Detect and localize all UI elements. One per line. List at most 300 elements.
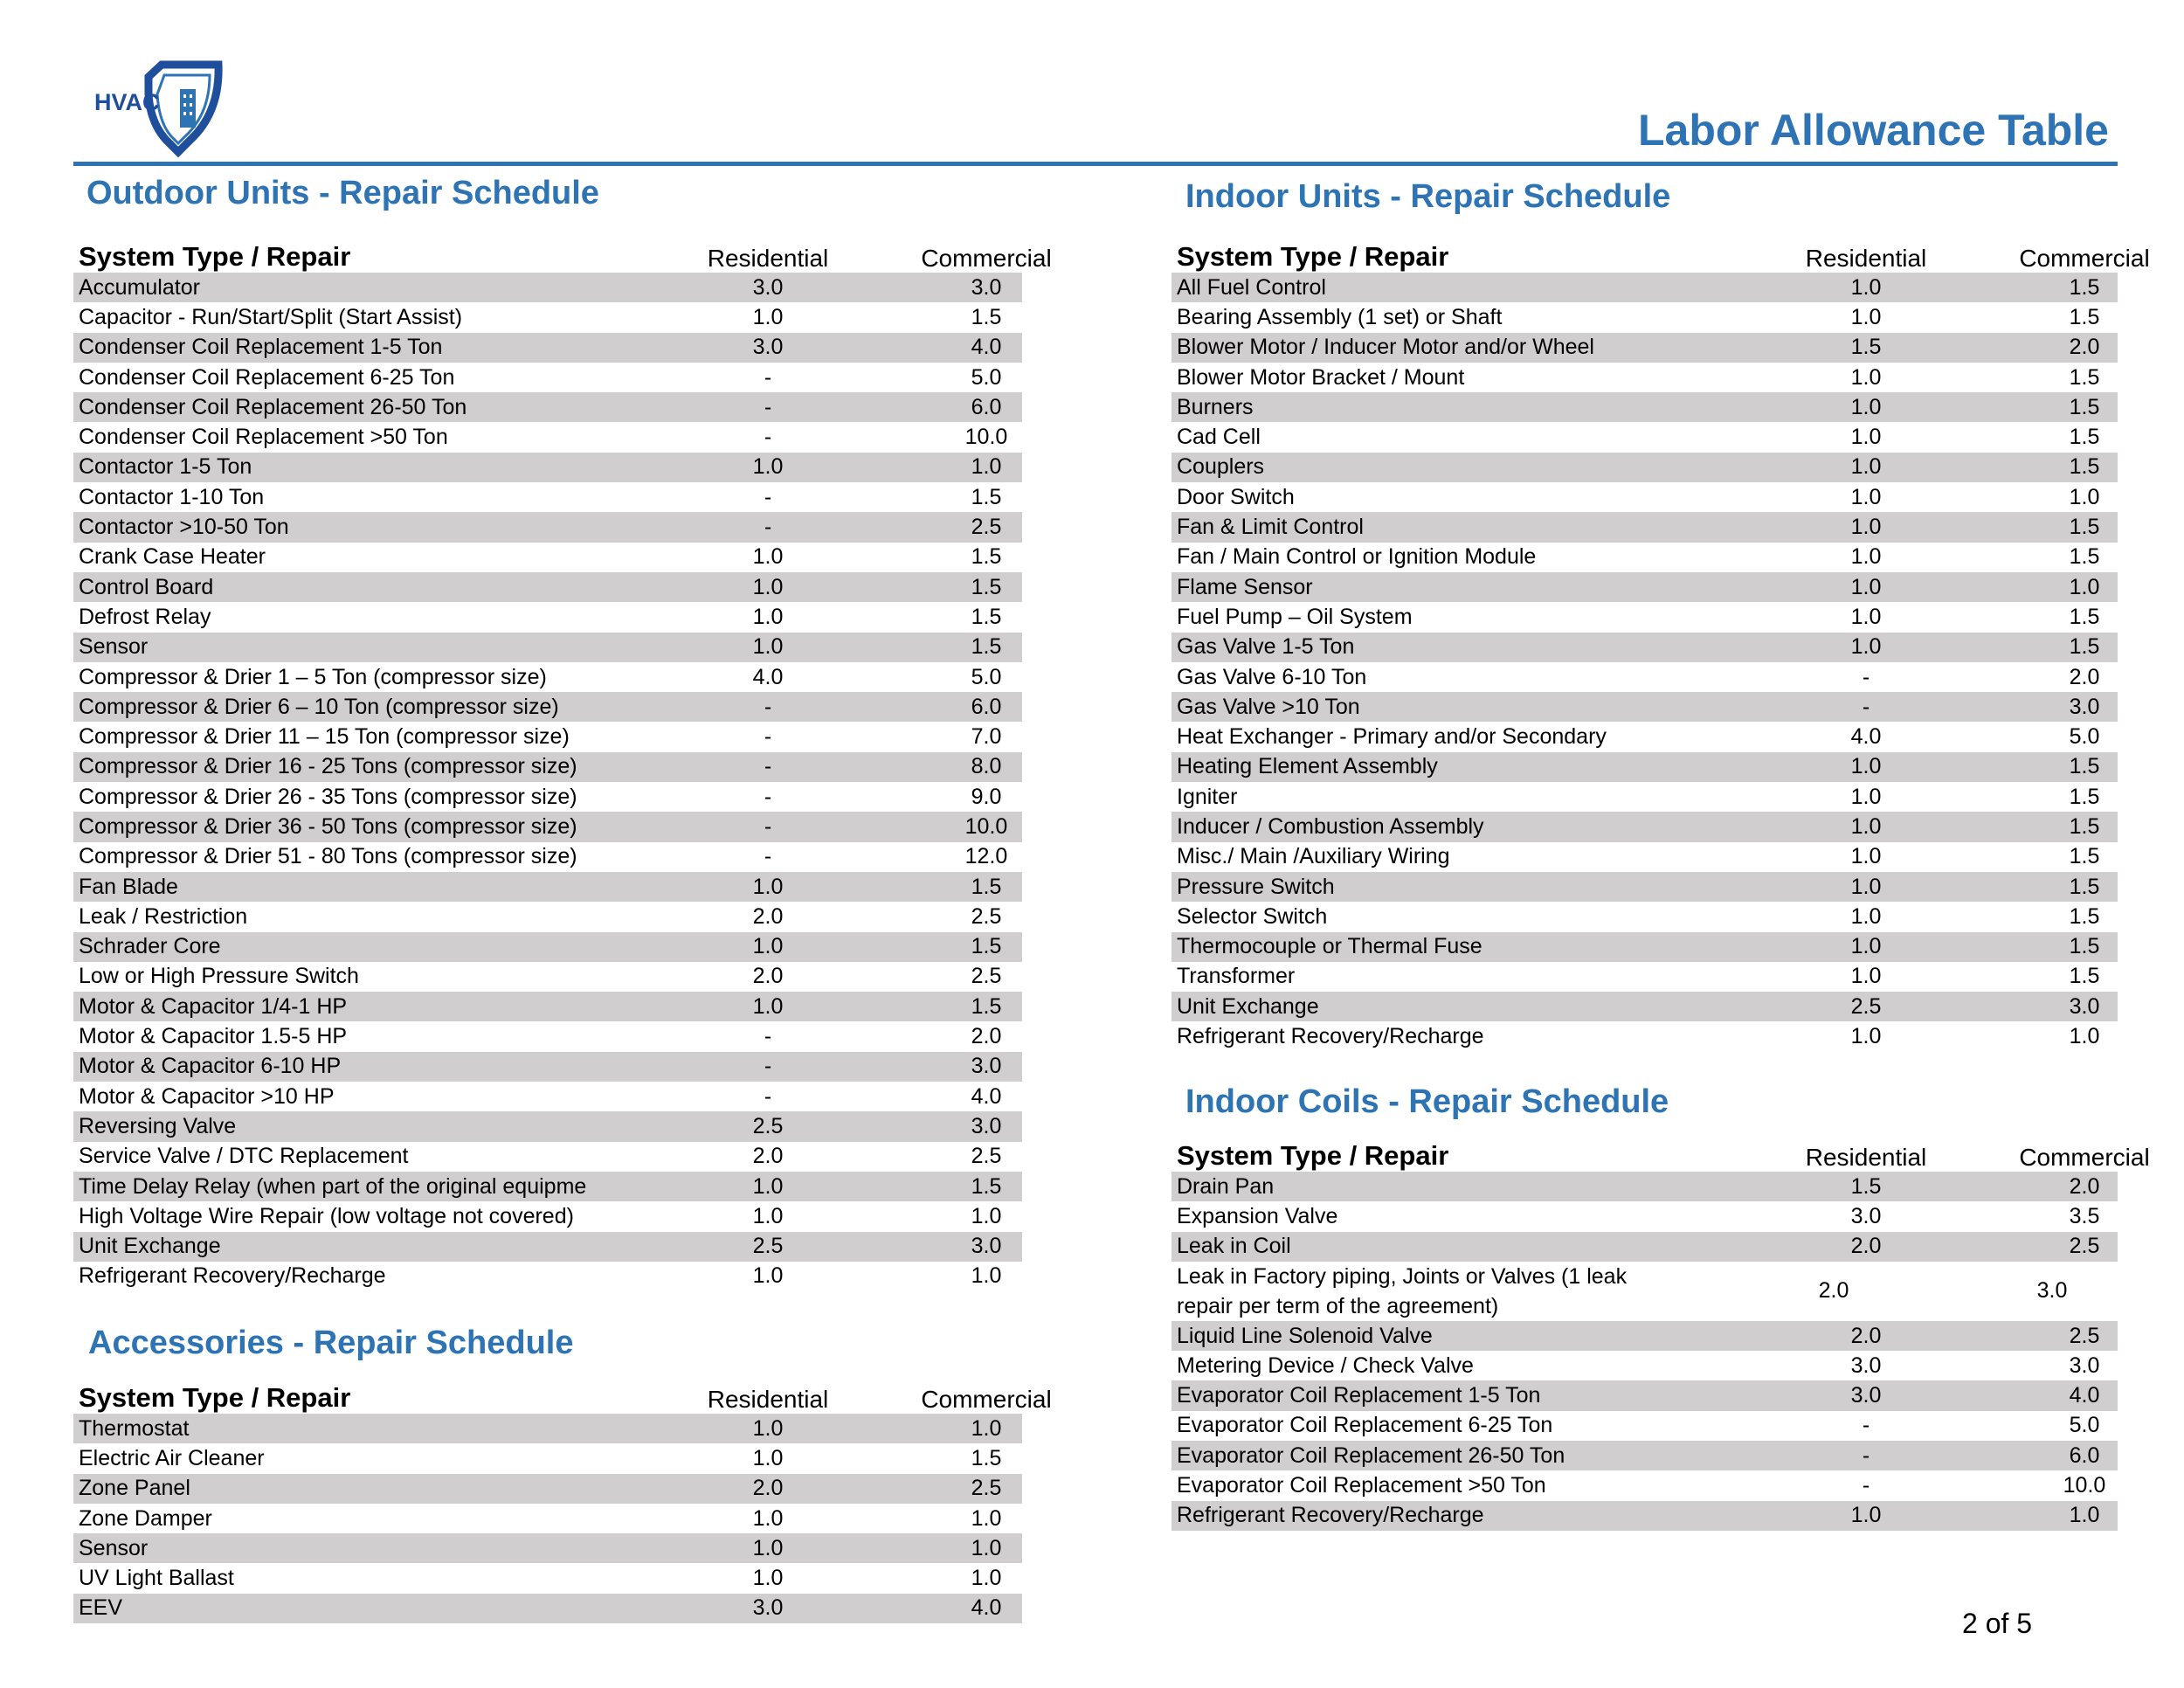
repair-name: Evaporator Coil Replacement >50 Ton [1177, 1473, 1546, 1498]
commercial-hours: 3.0 [2069, 694, 2100, 719]
table-row [73, 363, 1022, 392]
residential-hours: 1.0 [752, 1505, 784, 1531]
table-row [73, 633, 1022, 662]
commercial-hours: 6.0 [971, 694, 1002, 719]
table-row [1171, 273, 2118, 302]
commercial-hours: 1.5 [2069, 874, 2100, 899]
repair-name: Compressor & Drier 16 - 25 Tons (compressor size) [79, 754, 577, 779]
repair-name: Cad Cell [1177, 425, 1261, 450]
table-header [1171, 1131, 2150, 1172]
table-row [1171, 333, 2118, 363]
residential-hours: 1.0 [1850, 515, 1882, 540]
repair-name: Refrigerant Recovery/Recharge [1177, 1024, 1484, 1049]
residential-hours: - [1862, 694, 1870, 719]
residential-hours: 1.0 [1850, 844, 1882, 869]
residential-hours: 1.0 [752, 574, 784, 599]
residential-hours: 1.0 [1850, 454, 1882, 480]
commercial-hours: 1.5 [971, 1445, 1002, 1470]
repair-name: Compressor & Drier 6 – 10 Ton (compressor size) [79, 694, 559, 719]
table-row [73, 1262, 1022, 1291]
commercial-hours: 1.0 [2069, 574, 2100, 599]
commercial-hours: 1.0 [2069, 1024, 2100, 1049]
column-header-commercial: Commercial [921, 1386, 1052, 1413]
table-row [73, 782, 1022, 812]
residential-hours: 1.0 [752, 874, 784, 899]
commercial-hours: 1.5 [971, 934, 1002, 959]
commercial-hours: 3.0 [971, 1234, 1002, 1259]
repair-name: Contactor 1-5 Ton [79, 454, 252, 480]
residential-hours: 1.0 [1850, 274, 1882, 300]
repair-name: Evaporator Coil Replacement 26-50 Ton [1177, 1442, 1565, 1468]
header-divider [73, 162, 2118, 166]
commercial-hours: 1.5 [2069, 604, 2100, 629]
commercial-hours: 2.5 [971, 903, 1002, 929]
commercial-hours: 1.0 [971, 1535, 1002, 1560]
residential-hours: - [1862, 1442, 1870, 1468]
residential-hours: 1.0 [1850, 784, 1882, 809]
residential-hours: 1.0 [1850, 544, 1882, 570]
table-row [73, 1594, 1022, 1623]
residential-hours: - [1862, 1413, 1870, 1438]
repair-name: Sensor [79, 634, 149, 660]
table-header [1171, 232, 2150, 273]
table-row [73, 932, 1022, 962]
table-row [73, 1111, 1022, 1141]
residential-hours: 4.0 [752, 664, 784, 689]
repair-name: Motor & Capacitor 1.5-5 HP [79, 1024, 348, 1049]
commercial-hours: 3.0 [2069, 1352, 2100, 1378]
residential-hours: - [764, 394, 772, 419]
residential-hours: - [764, 515, 772, 540]
table-row [1171, 992, 2118, 1021]
repair-name: Unit Exchange [1177, 993, 1319, 1019]
residential-hours: 2.0 [752, 903, 784, 929]
table-row [73, 962, 1022, 992]
table-row [73, 692, 1022, 722]
commercial-hours: 4.0 [971, 1083, 1002, 1109]
column-header-system-type: System Type / Repair [79, 241, 351, 272]
table-row [73, 1082, 1022, 1111]
commercial-hours: 5.0 [2069, 1413, 2100, 1438]
repair-name: Pressure Switch [1177, 874, 1335, 899]
repair-name: Service Valve / DTC Replacement [79, 1144, 409, 1169]
commercial-hours: 4.0 [971, 335, 1002, 360]
table-row [73, 722, 1022, 751]
coils-repair-table [1171, 1131, 2150, 1531]
repair-name: Unit Exchange [79, 1234, 221, 1259]
commercial-hours: 1.5 [971, 634, 1002, 660]
residential-hours: 1.0 [752, 1535, 784, 1560]
residential-hours: 2.0 [752, 1144, 784, 1169]
commercial-hours: 1.5 [971, 1173, 1002, 1199]
column-header-residential: Residential [707, 1386, 829, 1413]
table-row [1171, 633, 2118, 662]
commercial-hours: 5.0 [2069, 724, 2100, 750]
indoor-repair-table [1171, 232, 2150, 1052]
residential-hours: 1.0 [752, 544, 784, 570]
table-row [1171, 512, 2118, 542]
repair-name: Fan / Main Control or Ignition Module [1177, 544, 1537, 570]
residential-hours: 2.5 [752, 1113, 784, 1138]
repair-name: Compressor & Drier 36 - 50 Tons (compressor size) [79, 813, 577, 839]
document-title: Labor Allowance Table [1638, 106, 2109, 155]
repair-name: Bearing Assembly (1 set) or Shaft [1177, 304, 1503, 329]
table-row [73, 662, 1022, 692]
table-row [1171, 842, 2118, 872]
commercial-hours: 1.5 [2069, 813, 2100, 839]
commercial-hours: 6.0 [2069, 1442, 2100, 1468]
table-row [73, 302, 1022, 332]
repair-name: Control Board [79, 574, 214, 599]
repair-name: Capacitor - Run/Start/Split (Start Assist) [79, 304, 463, 329]
table-row [73, 392, 1022, 422]
table-row [1171, 1201, 2118, 1231]
residential-hours: - [764, 784, 772, 809]
commercial-hours: 1.5 [971, 544, 1002, 570]
table-row [73, 1232, 1022, 1262]
coils-section-title: Indoor Coils - Repair Schedule [1185, 1083, 1669, 1120]
table-row [73, 1021, 1022, 1051]
repair-name: Door Switch [1177, 484, 1295, 509]
repair-name: Evaporator Coil Replacement 1-5 Ton [1177, 1383, 1541, 1408]
commercial-hours: 2.5 [2069, 1323, 2100, 1348]
table-row [1171, 1232, 2118, 1262]
residential-hours: 1.0 [752, 304, 784, 329]
page-number: 2 of 5 [1962, 1608, 2033, 1639]
residential-hours: 1.0 [1850, 1024, 1882, 1049]
residential-hours: 3.0 [752, 1595, 784, 1621]
column-header-residential: Residential [1805, 245, 1927, 272]
repair-name: Condenser Coil Replacement >50 Ton [79, 425, 448, 450]
table-row [1171, 692, 2118, 722]
table-row [1171, 1172, 2118, 1201]
repair-name: Schrader Core [79, 934, 221, 959]
commercial-hours: 1.5 [971, 484, 1002, 509]
repair-name: Heat Exchanger - Primary and/or Secondary [1177, 724, 1607, 750]
residential-hours: 1.0 [1850, 964, 1882, 989]
repair-name: Contactor 1-10 Ton [79, 484, 265, 509]
residential-hours: 1.0 [1850, 304, 1882, 329]
repair-name: Flame Sensor [1177, 574, 1313, 599]
commercial-hours: 1.5 [2069, 394, 2100, 419]
commercial-hours: 8.0 [971, 754, 1002, 779]
residential-hours: 3.0 [752, 335, 784, 360]
commercial-hours: 1.5 [2069, 784, 2100, 809]
residential-hours: - [764, 1024, 772, 1049]
table-row [73, 1142, 1022, 1172]
repair-name: Thermostat [79, 1415, 190, 1441]
repair-name: Reversing Valve [79, 1113, 237, 1138]
repair-name: Compressor & Drier 11 – 15 Ton (compressor size) [79, 724, 570, 750]
commercial-hours: 9.0 [971, 784, 1002, 809]
residential-hours: - [764, 754, 772, 779]
repair-name: Metering Device / Check Valve [1177, 1352, 1474, 1378]
table-row [73, 872, 1022, 902]
repair-name: Gas Valve 1-5 Ton [1177, 634, 1355, 660]
table-row [1171, 482, 2118, 512]
commercial-hours: 1.5 [2069, 364, 2100, 390]
commercial-hours: 5.0 [971, 364, 1002, 390]
commercial-hours: 1.5 [2069, 515, 2100, 540]
table-row [1171, 453, 2118, 482]
repair-name: Crank Case Heater [79, 544, 266, 570]
commercial-hours: 3.0 [971, 1113, 1002, 1138]
residential-hours: 1.0 [1850, 604, 1882, 629]
repair-name: Igniter [1177, 784, 1238, 809]
commercial-hours: 2.5 [971, 1144, 1002, 1169]
table-row [1171, 1411, 2118, 1441]
commercial-hours: 1.0 [971, 454, 1002, 480]
commercial-hours: 4.0 [971, 1595, 1002, 1621]
repair-name: Sensor [79, 1535, 149, 1560]
table-row [1171, 1501, 2118, 1531]
accessories-repair-table [73, 1373, 1052, 1623]
residential-hours: 1.0 [1850, 903, 1882, 929]
table-row [1171, 543, 2118, 572]
residential-hours: - [764, 364, 772, 390]
commercial-hours: 1.5 [2069, 304, 2100, 329]
residential-hours: 1.0 [1850, 394, 1882, 419]
repair-name: EEV [79, 1595, 123, 1621]
commercial-hours: 2.0 [2069, 335, 2100, 360]
table-row [73, 482, 1022, 512]
commercial-hours: 1.5 [971, 604, 1002, 629]
repair-name: Inducer / Combustion Assembly [1177, 813, 1484, 839]
residential-hours: 2.5 [1850, 993, 1882, 1019]
commercial-hours: 2.0 [2069, 1173, 2100, 1199]
repair-name: Blower Motor / Inducer Motor and/or Wheel [1177, 335, 1594, 360]
residential-hours: 4.0 [1850, 724, 1882, 750]
residential-hours: 3.0 [1850, 1383, 1882, 1408]
commercial-hours: 4.0 [2069, 1383, 2100, 1408]
commercial-hours: 1.5 [2069, 844, 2100, 869]
repair-name: Evaporator Coil Replacement 6-25 Ton [1177, 1413, 1553, 1438]
residential-hours: - [764, 425, 772, 450]
commercial-hours: 3.0 [2036, 1278, 2068, 1304]
column-header-commercial: Commercial [921, 245, 1052, 272]
repair-name: Accumulator [79, 274, 200, 300]
commercial-hours: 1.5 [2069, 425, 2100, 450]
residential-hours: 2.0 [1818, 1278, 1849, 1304]
table-row [73, 1201, 1022, 1231]
residential-hours: 2.0 [1850, 1234, 1882, 1259]
commercial-hours: 7.0 [971, 724, 1002, 750]
residential-hours: - [764, 813, 772, 839]
table-row [1171, 392, 2118, 422]
column-header-commercial: Commercial [2019, 245, 2150, 272]
residential-hours: 1.0 [752, 604, 784, 629]
commercial-hours: 3.0 [971, 1054, 1002, 1079]
commercial-hours: 1.5 [2069, 634, 2100, 660]
repair-name: Zone Damper [79, 1505, 212, 1531]
table-row [1171, 782, 2118, 812]
residential-hours: 1.0 [752, 1203, 784, 1228]
commercial-hours: 1.5 [2069, 934, 2100, 959]
repair-name: Motor & Capacitor 6-10 HP [79, 1054, 342, 1079]
commercial-hours: 1.5 [2069, 903, 2100, 929]
repair-name: Gas Valve 6-10 Ton [1177, 664, 1367, 689]
table-row [1171, 422, 2118, 452]
residential-hours: 1.0 [1850, 813, 1882, 839]
commercial-hours: 1.5 [2069, 274, 2100, 300]
repair-name: Compressor & Drier 51 - 80 Tons (compressor size) [79, 844, 577, 869]
table-row [73, 333, 1022, 363]
repair-name: High Voltage Wire Repair (low voltage not covered) [79, 1203, 574, 1228]
repair-name: Condenser Coil Replacement 6-25 Ton [79, 364, 455, 390]
residential-hours: 1.0 [752, 454, 784, 480]
residential-hours: 1.0 [1850, 364, 1882, 390]
commercial-hours: 1.5 [971, 574, 1002, 599]
commercial-hours: 1.0 [971, 1566, 1002, 1591]
repair-name: Time Delay Relay (when part of the original equipme [79, 1173, 587, 1199]
repair-name: Low or High Pressure Switch [79, 964, 359, 989]
commercial-hours: 1.5 [971, 993, 1002, 1019]
repair-name: Refrigerant Recovery/Recharge [1177, 1503, 1484, 1528]
outdoor-repair-table [73, 232, 1052, 1291]
commercial-hours: 1.5 [2069, 754, 2100, 779]
commercial-hours: 6.0 [971, 394, 1002, 419]
commercial-hours: 3.5 [2069, 1203, 2100, 1228]
residential-hours: 1.0 [752, 1566, 784, 1591]
residential-hours: 1.0 [752, 1445, 784, 1470]
commercial-hours: 12.0 [964, 844, 1008, 869]
table-row [73, 992, 1022, 1021]
repair-name: Couplers [1177, 454, 1265, 480]
table-row [73, 1533, 1022, 1563]
repair-name: Motor & Capacitor 1/4-1 HP [79, 993, 348, 1019]
repair-name: Drain Pan [1177, 1173, 1275, 1199]
table-row [1171, 962, 2118, 992]
table-row [1171, 1021, 2118, 1051]
commercial-hours: 10.0 [964, 813, 1008, 839]
commercial-hours: 3.0 [971, 274, 1002, 300]
residential-hours: 1.0 [752, 934, 784, 959]
commercial-hours: 2.5 [2069, 1234, 2100, 1259]
residential-hours: 1.0 [752, 634, 784, 660]
commercial-hours: 1.5 [2069, 964, 2100, 989]
residential-hours: 1.0 [1850, 634, 1882, 660]
commercial-hours: 1.5 [2069, 454, 2100, 480]
commercial-hours: 5.0 [971, 664, 1002, 689]
column-header-system-type: System Type / Repair [1177, 241, 1449, 272]
repair-name: All Fuel Control [1177, 274, 1326, 300]
table-row [73, 1052, 1022, 1082]
repair-name: Fan & Limit Control [1177, 515, 1364, 540]
repair-name: Liquid Line Solenoid Valve [1177, 1323, 1433, 1348]
table-row [1171, 1321, 2118, 1351]
residential-hours: 1.0 [1850, 754, 1882, 779]
table-row [73, 842, 1022, 872]
table-row [73, 1563, 1022, 1593]
commercial-hours: 2.5 [971, 515, 1002, 540]
table-row [73, 602, 1022, 632]
residential-hours: 1.0 [1850, 484, 1882, 509]
repair-name: Gas Valve >10 Ton [1177, 694, 1360, 719]
repair-name: Misc./ Main /Auxiliary Wiring [1177, 844, 1450, 869]
table-row [73, 543, 1022, 572]
residential-hours: 3.0 [1850, 1352, 1882, 1378]
commercial-hours: 1.5 [2069, 544, 2100, 570]
table-header [73, 232, 1052, 273]
repair-name: Compressor & Drier 1 – 5 Ton (compressor size) [79, 664, 547, 689]
accessories-section-title: Accessories - Repair Schedule [88, 1325, 574, 1361]
residential-hours: 1.5 [1850, 335, 1882, 360]
table-row [73, 422, 1022, 452]
table-row [73, 273, 1022, 302]
residential-hours: 1.0 [752, 993, 784, 1019]
repair-name: Leak / Restriction [79, 903, 248, 929]
residential-hours: 1.5 [1850, 1173, 1882, 1199]
repair-name: Selector Switch [1177, 903, 1328, 929]
repair-name: Thermocouple or Thermal Fuse [1177, 934, 1482, 959]
repair-name: Expansion Valve [1177, 1203, 1338, 1228]
table-row [73, 1443, 1022, 1473]
table-row [73, 902, 1022, 931]
repair-name: Heating Element Assembly [1177, 754, 1438, 779]
residential-hours: - [764, 484, 772, 509]
residential-hours: - [764, 724, 772, 750]
repair-name: Motor & Capacitor >10 HP [79, 1083, 335, 1109]
repair-name: Transformer [1177, 964, 1296, 989]
residential-hours: 1.0 [752, 1415, 784, 1441]
commercial-hours: 10.0 [2063, 1473, 2106, 1498]
repair-name: Zone Panel [79, 1476, 190, 1501]
repair-name: UV Light Ballast [79, 1566, 234, 1591]
commercial-hours: 1.0 [971, 1203, 1002, 1228]
commercial-hours: 1.0 [971, 1415, 1002, 1441]
table-row [1171, 572, 2118, 602]
repair-name: Burners [1177, 394, 1254, 419]
residential-hours: 1.0 [1850, 1503, 1882, 1528]
commercial-hours: 1.5 [971, 304, 1002, 329]
column-header-commercial: Commercial [2019, 1144, 2150, 1171]
residential-hours: 2.0 [1850, 1323, 1882, 1348]
residential-hours: 3.0 [752, 274, 784, 300]
hvac-logo [87, 59, 236, 157]
logo-text: HVAC [94, 89, 160, 115]
column-header-residential: Residential [707, 245, 829, 272]
commercial-hours: 1.0 [2069, 484, 2100, 509]
table-row [73, 512, 1022, 542]
table-row [1171, 932, 2118, 962]
indoor-section-title: Indoor Units - Repair Schedule [1185, 178, 1671, 215]
table-row [1171, 363, 2118, 392]
repair-name: Contactor >10-50 Ton [79, 515, 289, 540]
table-row [1171, 872, 2118, 902]
repair-name: Fan Blade [79, 874, 178, 899]
table-row [73, 1172, 1022, 1201]
residential-hours: 1.0 [752, 1173, 784, 1199]
table-row [73, 1414, 1022, 1443]
table-row [73, 1474, 1022, 1504]
table-row [1171, 1380, 2118, 1410]
residential-hours: 1.0 [1850, 574, 1882, 599]
commercial-hours: 1.5 [971, 874, 1002, 899]
commercial-hours: 2.5 [971, 1476, 1002, 1501]
column-header-system-type: System Type / Repair [1177, 1140, 1449, 1171]
table-row [1171, 1351, 2118, 1380]
table-row [73, 752, 1022, 782]
residential-hours: 2.0 [752, 1476, 784, 1501]
repair-name: Condenser Coil Replacement 1-5 Ton [79, 335, 443, 360]
residential-hours: 2.5 [752, 1234, 784, 1259]
commercial-hours: 2.5 [971, 964, 1002, 989]
residential-hours: 1.0 [752, 1263, 784, 1289]
residential-hours: 1.0 [1850, 934, 1882, 959]
commercial-hours: 1.0 [971, 1505, 1002, 1531]
residential-hours: 3.0 [1850, 1203, 1882, 1228]
repair-name: Compressor & Drier 26 - 35 Tons (compressor size) [79, 784, 577, 809]
